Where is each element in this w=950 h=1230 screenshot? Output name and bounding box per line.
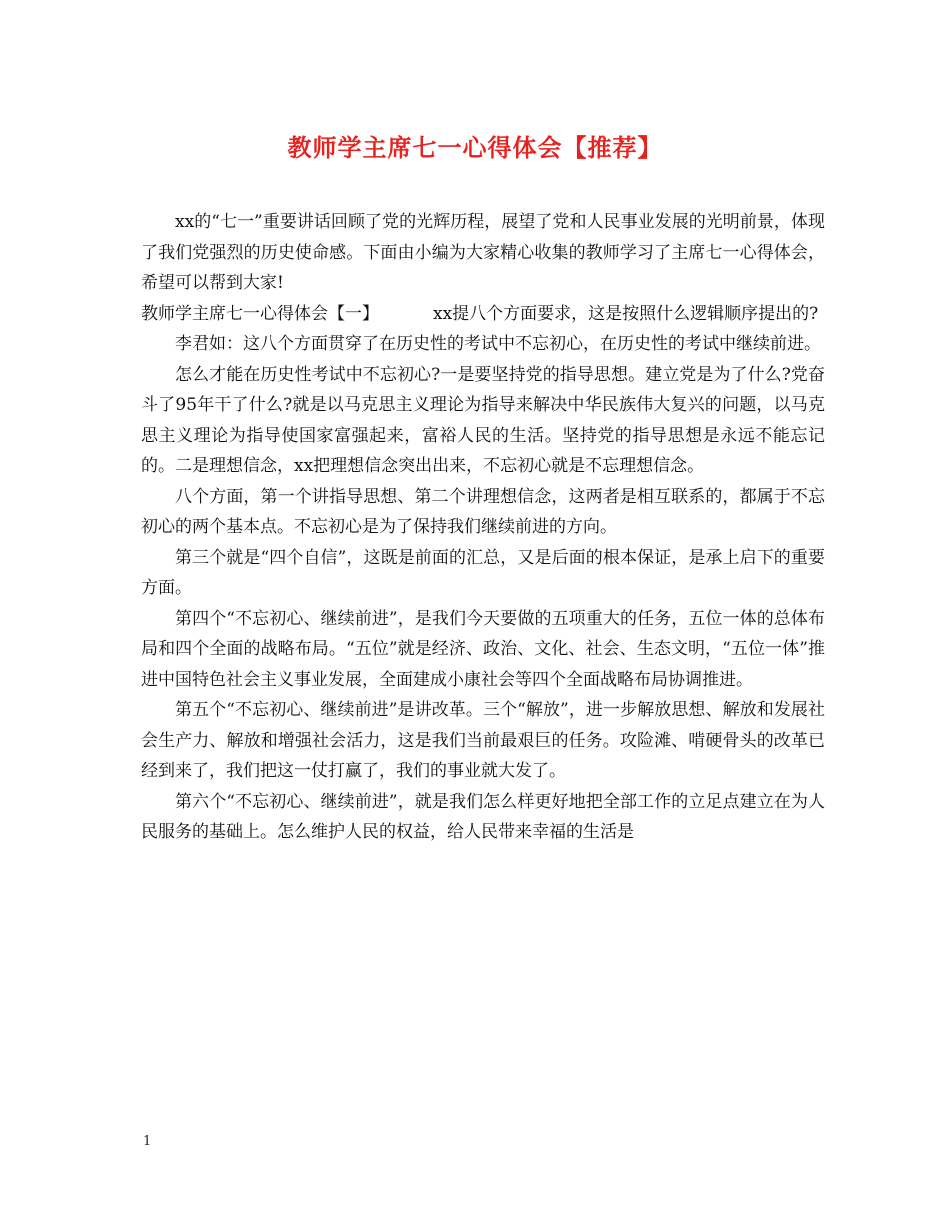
section-heading: 教师学主席七一心得体会【一】 — [141, 303, 379, 324]
body-paragraph: 李君如：这八个方面贯穿了在历史性的考试中不忘初心，在历史性的考试中继续前进。 — [175, 334, 821, 354]
body-paragraph: 第五个“不忘初心、继续前进”是讲改革。三个“解放”，进一步解放思想、解放和发展社会生产力、解放和增强社会活力，这是我们当前最艰巨的任务。攻险滩、啃硬骨头的改革已经到来了，我们把这一仗打赢了，我们的事业就大发了。 — [141, 700, 825, 781]
document-title: 教师学主席七一心得体会【推荐】 — [287, 133, 663, 162]
body-paragraph: 第四个“不忘初心、继续前进”，是我们今天要做的五项重大的任务，五位一体的总体布局和四个全面的战略布局。“五位”就是经济、政治、文化、社会、生态文明，“五位一体”推进中国特色社会主义事业发展，全面建成小康社会等四个全面战略布局协调推进。 — [141, 608, 825, 690]
body-paragraph: 第六个“不忘初心、继续前进”，就是我们怎么样更好地把全部工作的立足点建立在为人民服务的基础上。怎么维护人民的权益，给人民带来幸福的生活是 — [141, 791, 825, 842]
intro-paragraph: xx的“七一”重要讲话回顾了党的光辉历程，展望了党和人民事业发展的光明前景，体现了我们党强烈的历史使命感。下面由小编为大家精心收集的教师学习了主席七一心得体会，希望可以帮到大家! — [141, 212, 825, 293]
body-paragraph: 八个方面，第一个讲指导思想、第二个讲理想信念，这两者是相互联系的，都属于不忘初心的两个基本点。不忘初心是为了保持我们继续前进的方向。 — [141, 486, 825, 537]
body-paragraph: 怎么才能在历史性考试中不忘初心?一是要坚持党的指导思想。建立党是为了什么?党奋斗了95年干了什么?就是以马克思主义理论为指导来解决中华民族伟大复兴的问题，以马克思主义理论为指导使国家富强起来，富裕人民的生活。坚持党的指导思想是永远不能忘记的。二是理想信念，xx把理想信念突出出来，不忘初心就是不忘理想信念。 — [141, 364, 825, 476]
section-heading-line — [141, 299, 825, 330]
page-number: 1 — [143, 1134, 152, 1149]
body-paragraph: 第三个就是“四个自信”，这既是前面的汇总，又是后面的根本保证，是承上启下的重要方面。 — [141, 547, 825, 598]
document-body — [141, 207, 825, 848]
section-question: xx提八个方面要求，这是按照什么逻辑顺序提出的? — [433, 303, 819, 324]
